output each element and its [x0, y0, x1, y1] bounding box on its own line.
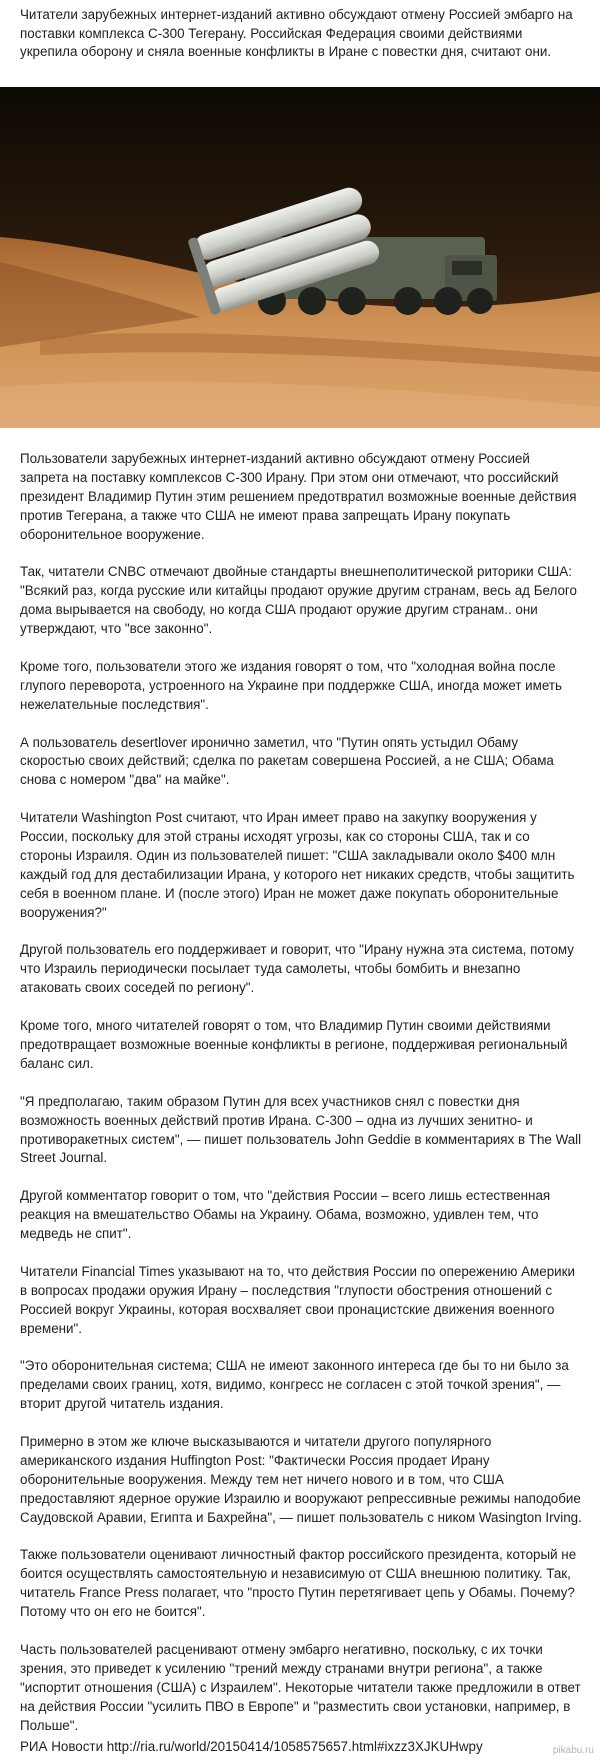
paragraph: Пользователи зарубежных интернет-изданий активно обсуждают отмену Россией запрета на поставку комплексов С-300 Ирану. При этом они отмечают, что российский президент Владимир Путин этим решением предотвратил возможные военные действия против Тегерана, а также что США не имеют права запрещать Ирану покупать оборонительное вооружение.: [20, 451, 577, 542]
s300-launcher-photo: [0, 87, 600, 428]
paragraph: А пользователь desertlover иронично заметил, что "Путин опять устыдил Обаму скоростью своих действий; сделка по ракетам совершена Россией, а не США; Обама снова с номером "два" на майке".: [20, 734, 554, 788]
source-link[interactable]: РИА Новости http://ria.ru/world/20150414/1058575657.html#ixzz3XJKUHwpy: [20, 1739, 483, 1754]
article-lead: Читатели зарубежных интернет-изданий активно обсуждают отмену Россией эмбарго на поставки комплекса С-300 Тегерану. Российская Федерация своими действиями укрепила оборону и сняла военные конфликты в Иране с повестки дня, считают они.: [20, 7, 573, 59]
article-body: [20, 450, 582, 1754]
paragraph: "Это оборонительная система; США не имеют законного интереса где бы то ни было за пределами своих границ, хотя, видимо, конгресс не согласен с этой точкой зрения", — вторит другой читатель издания.: [20, 1358, 569, 1412]
paragraph: Кроме того, пользователи этого же издания говорят о том, что "холодная война после глупого переворота, устроенного на Украине при поддержке США, иногда может иметь нежелательные последствия".: [20, 658, 562, 712]
paragraph: Другой комментатор говорит о том, что "действия России – всего лишь естественная реакция на вмешательство Обамы на Украину. Обама, возможно, удивлен тем, что медведь не спит".: [20, 1188, 551, 1242]
paragraph: Другой пользователь его поддерживает и говорит, что "Ирану нужна эта система, потому что Израиль периодически посылает туда самолеты, чтобы бомбить и внезапно атаковать своих соседей по региону".: [20, 942, 574, 996]
paragraph: Примерно в этом же ключе высказываются и читатели другого популярного американского издания Huffington Post: "Фактически Россия продает Ирану оборонительные вооружения. Между тем нет ничего нового и в том, что США предоставляют ядерное оружие Израилю и вооружают репрессивные режимы наподобие Саудовской Аравии, Египта и Бахрейна", — пишет пользователь с ником Wasington Irving.: [20, 1433, 582, 1525]
paragraph: Также пользователи оценивают личностный фактор российского президента, который не боится осуществлять самостоятельную и независимую от США внешнюю политику. Так, читатель France Press полагает, что "просто Путин перетягивает цепь у Обамы. Почему? Потому что он его не боится".: [20, 1547, 577, 1620]
paragraph: Так, читатели CNBC отмечают двойные стандарты внешнеполитической риторики США: "Всякий раз, когда русские или китайцы продают оружие другим странам, весь ад Белого дома вырывается на свободу, но когда США продают оружие другим странам.. они утверждают, что "все законно".: [20, 564, 577, 637]
article-photo: [0, 87, 600, 428]
site-watermark: pikabu.ru: [552, 1745, 594, 1756]
paragraph: Часть пользователей расценивают отмену эмбарго негативно, поскольку, с их точки зрения, это приведет к усилению "трений между странами внутри региона", а также "испортит отношения (США) с Израилем". Некоторые читатели также предложили в ответ на действия России "усилить ПВО в Европе" и "разместить свои установки, например, в Польше".: [20, 1641, 581, 1733]
paragraph: "Я предполагаю, таким образом Путин для всех участников снял с повестки дня возможность военных действий против Ирана. С-300 – одна из лучших зенитно- и противоракетных систем", — пишет пользователь John Geddie в комментариях в The Wall Street Journal.: [20, 1093, 582, 1166]
paragraph: Кроме того, много читателей говорят о том, что Владимир Путин своими действиями предотвращает возможные военные конфликты в регионе, поддерживая региональный баланс сил.: [20, 1018, 568, 1071]
paragraph: Читатели Financial Times указывают на то, что действия России по опережению Америки в вопросах продажи оружия Ирану – последствия "глупости обострения отношений с Россией вокруг Украины, которая восхваляет свои пронацистские движения военного времени".: [20, 1263, 575, 1336]
paragraph: Читатели Washington Post считают, что Иран имеет право на закупку вооружения у России, поскольку для этой страны исходят угрозы, как со стороны США, так и со стороны Израиля. Один из пользователей пишет: "США закладывали около $400 млн каждый год для дестабилизации Ирана, у которого нет никаких средств, чтобы защитить себя в военном плане. И (после этого) Иран не может даже покупать оборонительные вооружения?": [20, 810, 575, 920]
